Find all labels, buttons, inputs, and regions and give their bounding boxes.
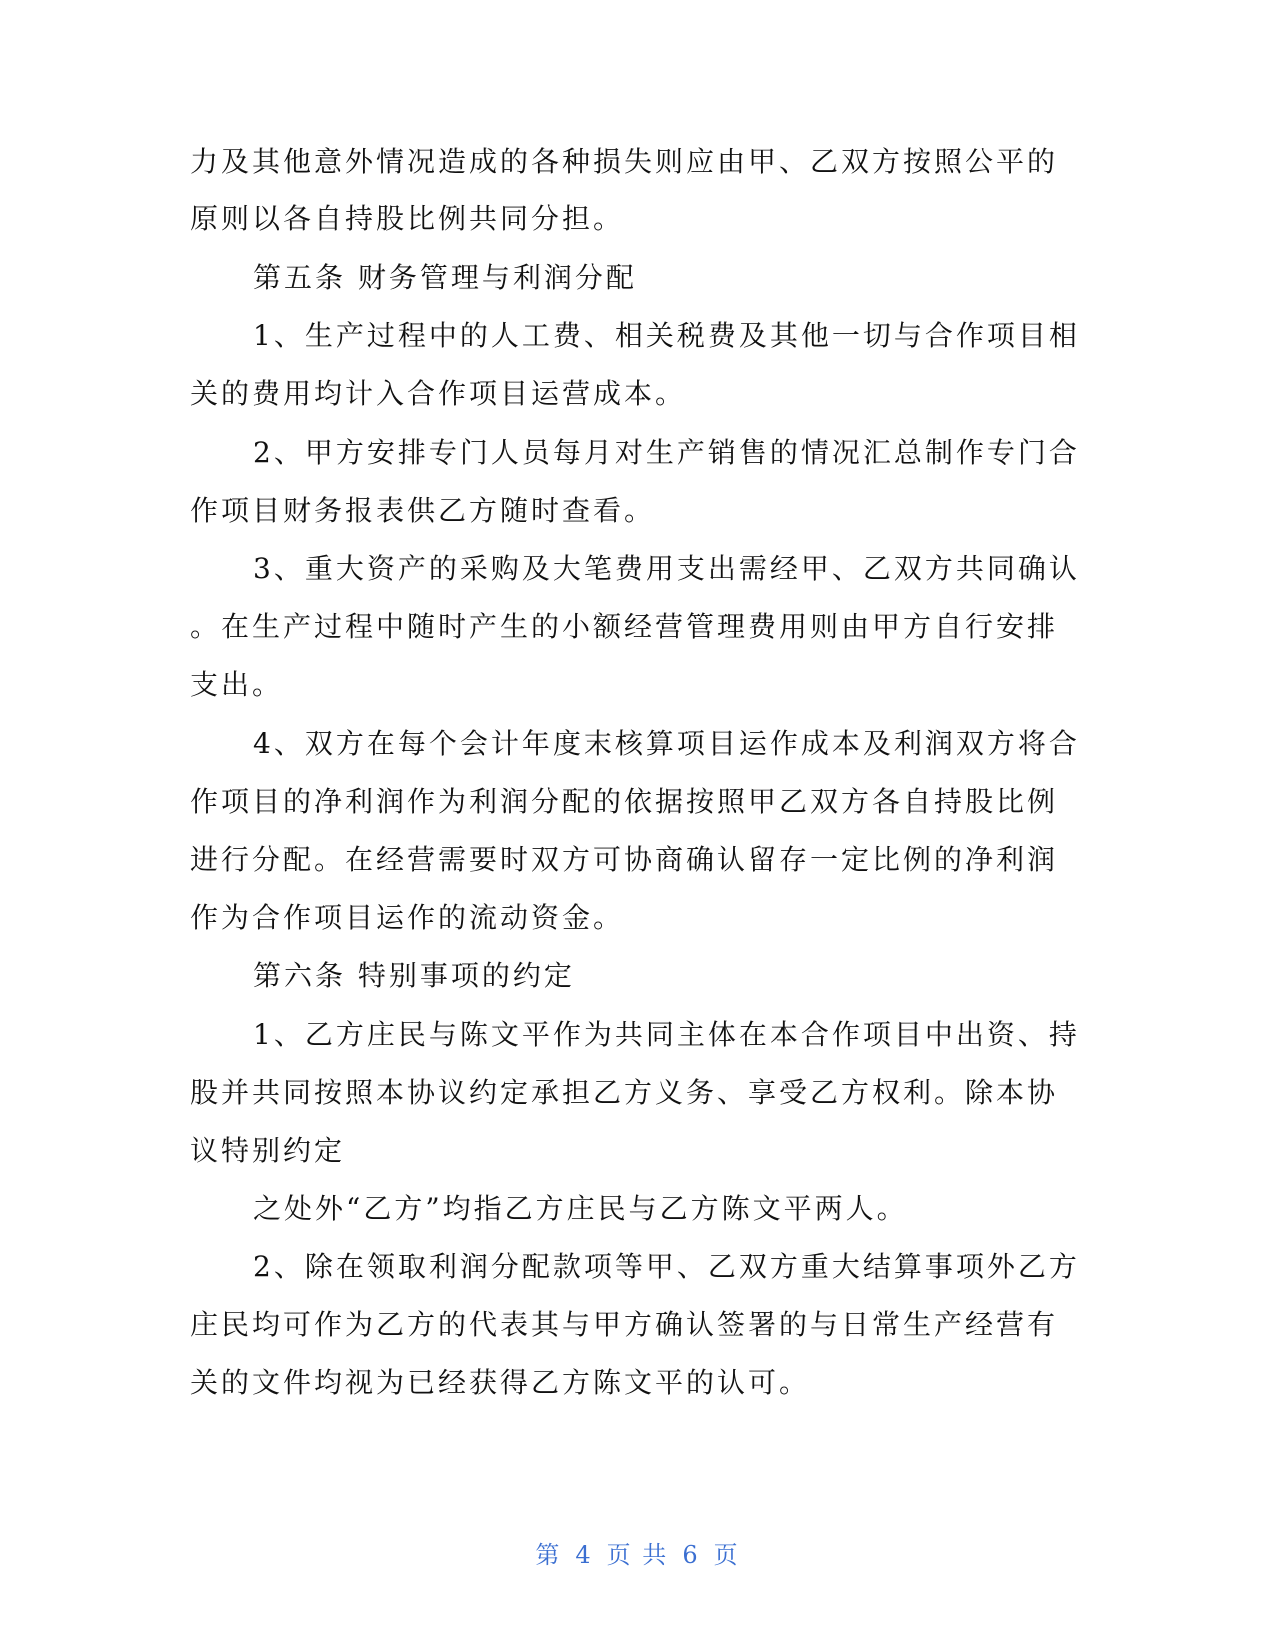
body-line: 议特别约定 <box>190 1134 346 1167</box>
body-line: 作项目的净利润作为利润分配的依据按照甲乙双方各自持股比例 <box>190 785 1059 818</box>
body-line: 关的费用均计入合作项目运营成本。 <box>190 377 687 410</box>
section-heading-article-6: 第六条 特别事项的约定 <box>253 959 575 992</box>
body-line: 支出。 <box>190 668 284 701</box>
page-footer <box>0 1540 1275 1570</box>
body-line: 股并共同按照本协议约定承担乙方义务、享受乙方权利。除本协 <box>190 1076 1059 1109</box>
footer-suffix: 页 <box>713 1541 740 1569</box>
body-line: 关的文件均视为已经获得乙方陈文平的认可。 <box>190 1366 811 1399</box>
footer-prefix: 第 <box>535 1541 562 1569</box>
footer-current-page: 4 <box>575 1541 593 1569</box>
section-heading-article-5: 第五条 财务管理与利润分配 <box>253 261 637 294</box>
body-line: 3、重大资产的采购及大笔费用支出需经甲、乙双方共同确认 <box>253 552 1080 585</box>
body-line: 2、甲方安排专门人员每月对生产销售的情况汇总制作专门合 <box>253 436 1080 469</box>
body-line: 进行分配。在经营需要时双方可协商确认留存一定比例的净利润 <box>190 843 1059 876</box>
body-line: 作为合作项目运作的流动资金。 <box>190 901 625 934</box>
body-line: 之处外“乙方”均指乙方庄民与乙方陈文平两人。 <box>253 1192 908 1225</box>
body-line: 作项目财务报表供乙方随时查看。 <box>190 494 656 527</box>
body-line: 1、乙方庄民与陈文平作为共同主体在本合作项目中出资、持 <box>253 1018 1080 1051</box>
footer-total-pages: 6 <box>682 1541 700 1569</box>
body-line: 4、双方在每个会计年度末核算项目运作成本及利润双方将合 <box>253 727 1080 760</box>
body-line: 庄民均可作为乙方的代表其与甲方确认签署的与日常生产经营有 <box>190 1308 1059 1341</box>
body-line: 力及其他意外情况造成的各种损失则应由甲、乙双方按照公平的 <box>190 145 1059 178</box>
body-line: 2、除在领取利润分配款项等甲、乙双方重大结算事项外乙方 <box>253 1250 1080 1283</box>
body-line: 原则以各自持股比例共同分担。 <box>190 202 625 235</box>
body-line: 。在生产过程中随时产生的小额经营管理费用则由甲方自行安排 <box>190 610 1059 643</box>
body-line: 1、生产过程中的人工费、相关税费及其他一切与合作项目相 <box>253 319 1080 352</box>
footer-middle: 页 共 <box>606 1541 669 1569</box>
